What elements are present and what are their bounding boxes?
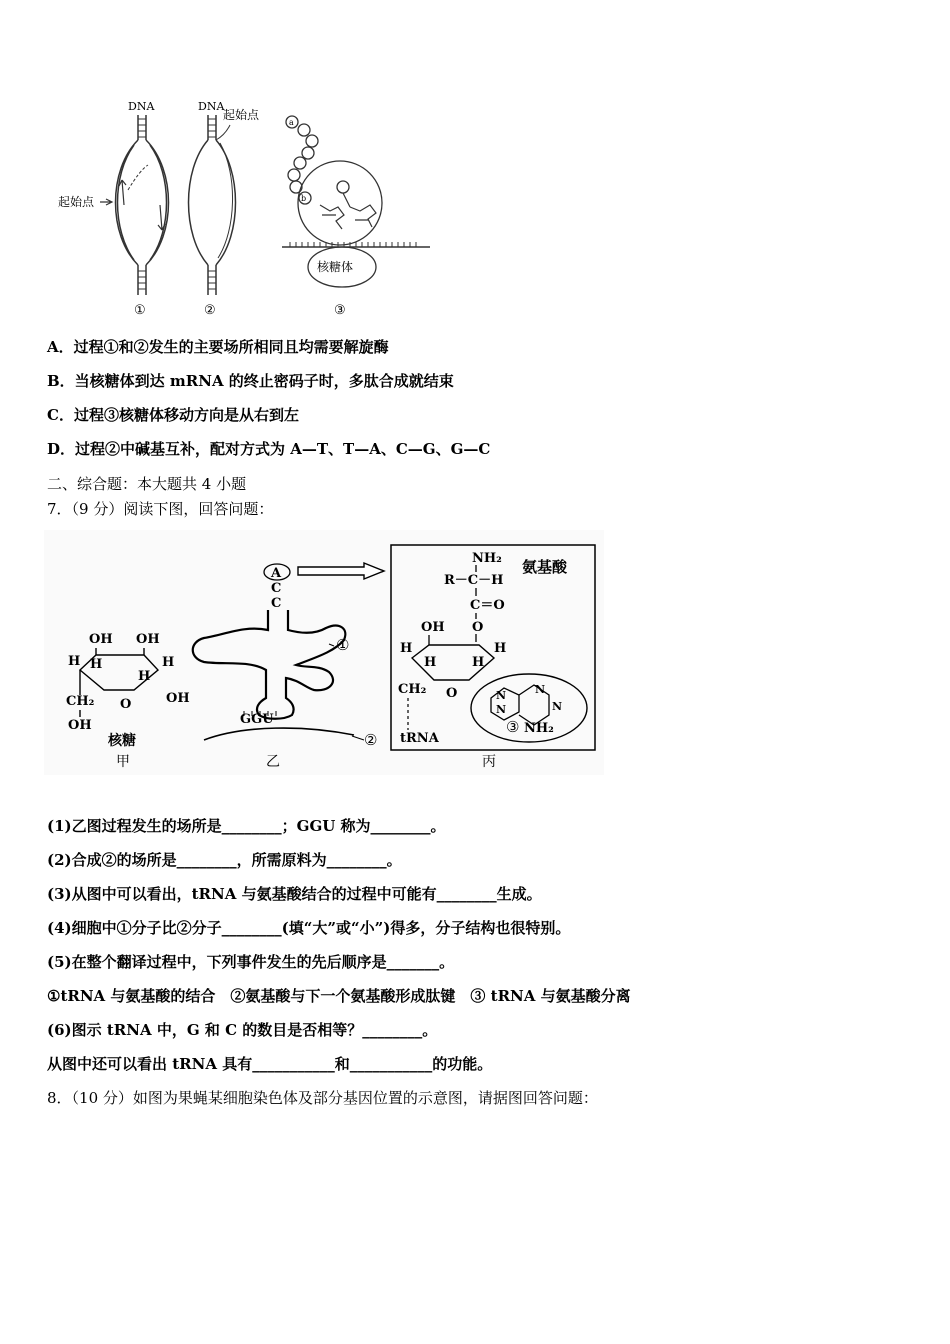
yi-anticodon: GGU	[240, 712, 274, 727]
option-c: C．过程③核糖体移动方向是从右到左	[47, 406, 299, 424]
bing-o-link: O	[472, 620, 484, 635]
panel-3-translation	[282, 116, 430, 318]
chain-label-a: a	[289, 118, 294, 127]
yi-c1: C	[271, 581, 282, 596]
replication-transcription-translation-figure	[50, 95, 450, 325]
option-d: D．过程②中碱基互补，配对方式为 A—T、T—A、C—G、G—C	[47, 440, 491, 458]
yi-c2: C	[271, 596, 282, 611]
panel-label-1: ①	[134, 303, 146, 318]
bing-n2: N	[496, 703, 507, 716]
jia-h-left: H	[68, 654, 81, 669]
option-a: A．过程①和②发生的主要场所相同且均需要解旋酶	[47, 338, 389, 356]
panel-1-dna-replication	[58, 100, 169, 318]
jia-name: 核糖	[108, 733, 136, 749]
chain-label-b: b	[301, 194, 307, 203]
question-1: (1)乙图过程发生的场所是________；GGU 称为________。	[47, 817, 446, 835]
bing-caption: 丙	[482, 754, 496, 770]
question-3: (3)从图中可以看出，tRNA 与氨基酸结合的过程中可能有________生成。	[47, 885, 542, 903]
panel-label-3: ③	[334, 303, 346, 318]
yi-a: A	[271, 566, 282, 581]
dna-label-1: DNA	[128, 100, 155, 113]
ribosome-label: 核糖体	[317, 260, 354, 274]
yi-label-2: ②	[364, 731, 378, 749]
q7-intro: 7．（9 分）阅读下图，回答问题：	[47, 500, 274, 518]
yi-label-1: ①	[336, 636, 350, 654]
question-6-followup: 从图中还可以看出 tRNA 具有___________和___________的功能。	[47, 1055, 493, 1073]
jia-h-right2: H	[138, 669, 151, 684]
origin-label-right: 起始点	[223, 108, 260, 122]
jia-h-left2: H	[90, 657, 103, 672]
trna-structure-figure	[44, 530, 604, 775]
bing-n3: N	[535, 683, 546, 696]
bing-oh: OH	[421, 620, 445, 635]
jia-oh-top-right: OH	[136, 632, 160, 647]
bing-nh2-base: NH₂	[524, 721, 554, 736]
yi-caption: 乙	[266, 754, 280, 770]
q8-intro: 8．（10 分）如图为果蝇某细胞染色体及部分基因位置的示意图，请据图回答问题：	[47, 1089, 598, 1107]
jia-o-ring: O	[120, 697, 132, 712]
dna-label-2: DNA	[198, 100, 225, 113]
jia-h-right: H	[162, 655, 175, 670]
question-5-options: ①tRNA 与氨基酸的结合 ②氨基酸与下一个氨基酸形成肽键 ③ tRNA 与氨基酸分离	[47, 987, 631, 1005]
question-6: (6)图示 tRNA 中，G 和 C 的数目是否相等？________。	[47, 1021, 438, 1039]
bing-c-o: C＝O	[470, 598, 505, 613]
bing-label-3: ③	[506, 718, 520, 736]
bing-h2: H	[424, 655, 437, 670]
bing-h3: H	[494, 641, 507, 656]
bing-h1: H	[400, 641, 413, 656]
question-5: (5)在整个翻译过程中，下列事件发生的先后顺序是_______。	[47, 953, 455, 971]
panel-label-2: ②	[204, 303, 216, 318]
section-heading: 二、综合题：本大题共 4 小题	[47, 475, 247, 493]
bing-n4: N	[552, 700, 563, 713]
jia-oh-bottom: OH	[68, 718, 92, 733]
bing-h4: H	[472, 655, 485, 670]
jia-caption: 甲	[116, 754, 130, 770]
question-2: (2)合成②的场所是________，所需原料为________。	[47, 851, 402, 869]
bing-n1: N	[496, 689, 507, 702]
origin-label-left: 起始点	[58, 195, 95, 209]
bing-trna: tRNA	[400, 731, 439, 746]
bing-amino-acid: 氨基酸	[522, 558, 568, 576]
bing-r-group: R－C－H	[444, 573, 504, 588]
option-b: B．当核糖体到达 mRNA 的终止密码子时，多肽合成就结束	[47, 372, 454, 390]
jia-oh-right: OH	[166, 691, 190, 706]
question-4: (4)细胞中①分子比②分子________(填“大”或“小”)得多，分子结构也很特别。	[47, 919, 571, 937]
panel-2-transcription	[189, 100, 261, 318]
bing-ch2: CH₂	[398, 682, 427, 697]
jia-ch2: CH₂	[66, 694, 95, 709]
jia-oh-top-left: OH	[89, 632, 113, 647]
bing-o-ring: O	[446, 686, 458, 701]
bing-nh2-top: NH₂	[472, 551, 502, 566]
